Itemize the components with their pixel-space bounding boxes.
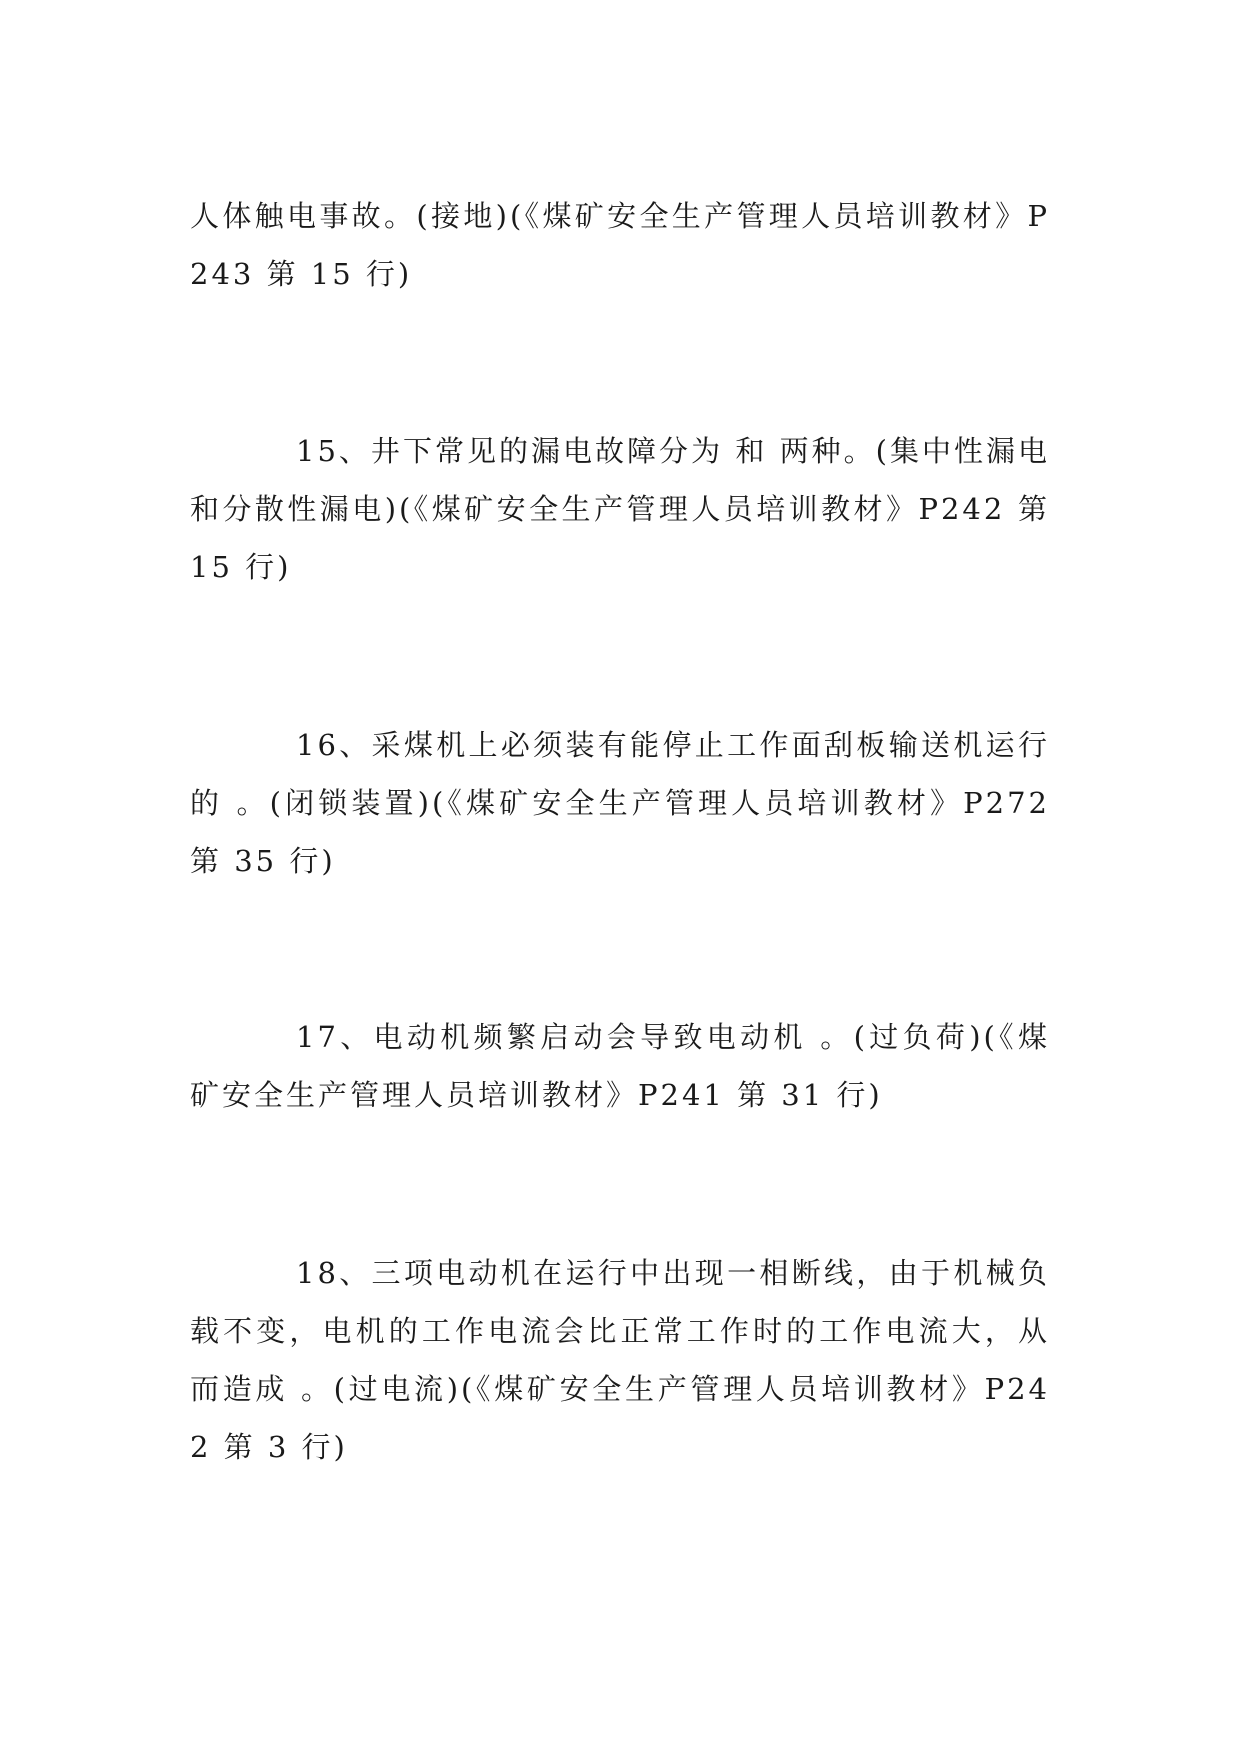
question-17: 17、电动机频繁启动会导致电动机 。(过负荷)(《煤矿安全生产管理人员培训教材》P241 第 31 行) [190, 1020, 1050, 1112]
question-16: 16、采煤机上必须装有能停止工作面刮板输送机运行的 。(闭锁装置)(《煤矿安全生产管理人员培训教材》P272 第 35 行) [190, 728, 1050, 878]
paragraph-continuation: 人体触电事故。(接地)(《煤矿安全生产管理人员培训教材》P243 第 15 行) [190, 199, 1050, 291]
question-15: 15、井下常见的漏电故障分为 和 两种。(集中性漏电和分散性漏电)(《煤矿安全生产管理人员培训教材》P242 第 15 行) [190, 434, 1050, 584]
question-18: 18、三项电动机在运行中出现一相断线，由于机械负载不变，电机的工作电流会比正常工作时的工作电流大，从而造成 。(过电流)(《煤矿安全生产管理人员培训教材》P242 第 3 行) [190, 1256, 1050, 1464]
